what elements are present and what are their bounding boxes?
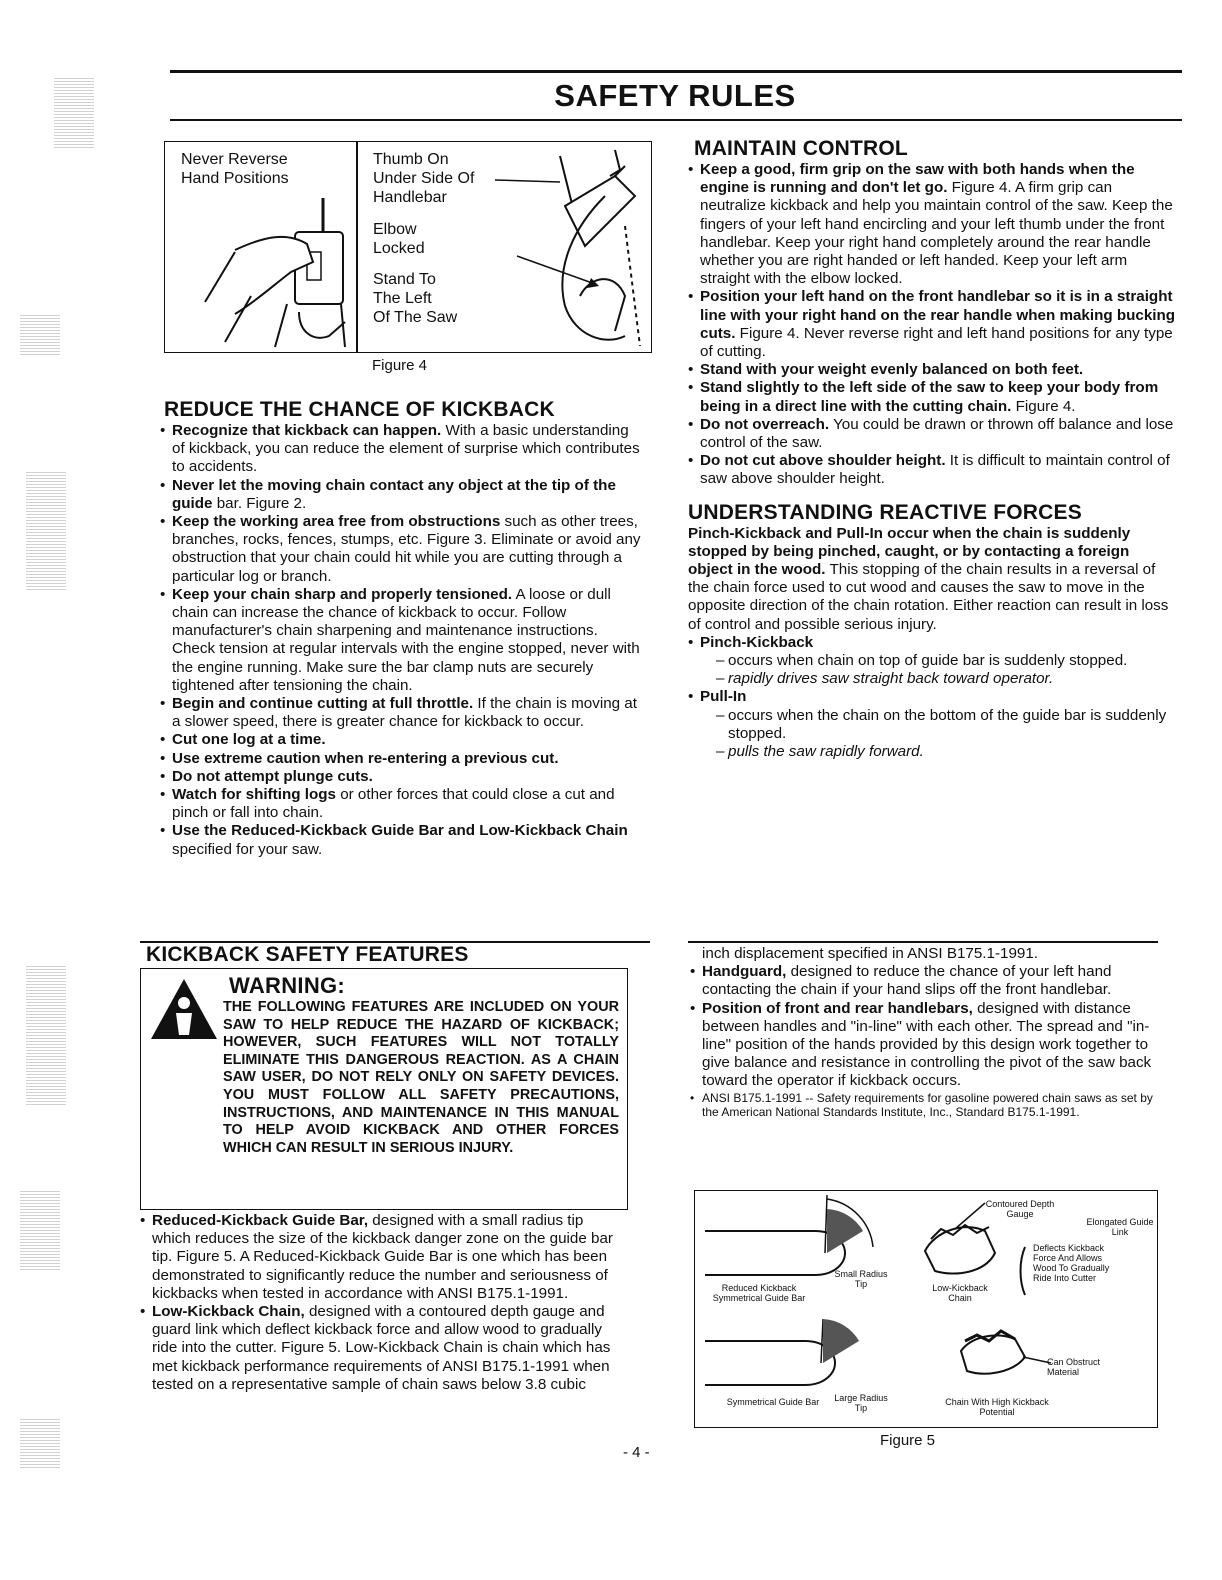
list-item: – pulls the saw rapidly forward. (716, 743, 1176, 761)
list-item: • Begin and continue cutting at full throttle. If the chain is moving at a slower speed, there is greater chance for kickback to occur. (160, 695, 642, 731)
figure4-label-elbow: Elbow Locked (373, 221, 425, 257)
kickback-list-2 (690, 963, 1160, 1118)
figure-5 (694, 1190, 1158, 1428)
reactive-heading: UNDERSTANDING REACTIVE FORCES (688, 500, 1082, 524)
reduce-heading: REDUCE THE CHANCE OF KICKBACK (164, 398, 555, 421)
label-small-tip: Small Radius Tip (834, 1269, 888, 1289)
page-number: - 4 - (623, 1444, 650, 1461)
list-item: – rapidly drives saw straight back toward operator. (716, 670, 1176, 688)
warning-icon (149, 977, 219, 1043)
list-item: • Pull-In – occurs when the chain on the bottom of the guide bar is suddenly stopped. – pulls the saw rapidly forward. (688, 688, 1176, 761)
header-rule (170, 70, 1182, 73)
figure4-divider (356, 142, 358, 352)
label-sym-bar: Symmetrical Guide Bar (726, 1397, 820, 1407)
list-item: • Cut one log at a time. (160, 731, 642, 749)
list-item: • Do not overreach. You could be drawn or thrown off balance and lose control of the saw. (688, 416, 1176, 452)
warning-box (140, 968, 628, 1210)
list-item: • Use extreme caution when re-entering a previous cut. (160, 750, 642, 768)
maintain-list (688, 161, 1176, 489)
kickback-features-left (140, 1212, 626, 1394)
scan-artifact (26, 965, 66, 1105)
operator-illustration (465, 146, 647, 350)
figure4-label-thumb: Thumb On Under Side Of Handlebar (373, 151, 475, 206)
list-item: – occurs when the chain on the bottom of the guide bar is suddenly stopped. (716, 707, 1176, 743)
reactive-list (688, 634, 1176, 761)
scan-artifact (26, 470, 66, 590)
warning-text: THE FOLLOWING FEATURES ARE INCLUDED ON YOUR SAW TO HELP REDUCE THE HAZARD OF KICKBACK; HOWEVER, SUCH FEATURES WILL NOT TOTALLY ELIMINATE THIS DANGEROUS REACTION. AS A CHAIN SAW USER, DO NOT RELY ONLY ON SAFETY DEVICES. YOU MUST FOLLOW ALL SAFETY PRECAUTIONS, INSTRUCTIONS, AND MAINTENANCE IN THIS MANUAL TO HELP AVOID KICKBACK AND OTHER FORCES WHICH CAN RESULT IN SERIOUS INJURY. (223, 999, 619, 1156)
list-item: – occurs when chain on top of guide bar is suddenly stopped. (716, 652, 1176, 670)
list-item: • Reduced-Kickback Guide Bar, designed with a small radius tip which reduces the size of the kickback danger zone on the guide bar tip. Figure 5. A Reduced-Kickback Guide Bar is one which has been demonstrated to significantly reduce the number and seriousness of kickbacks when tested in accordance with ANSI B175.1-1991. (140, 1212, 626, 1303)
hand-grip-illustration (195, 192, 355, 350)
scan-artifact (20, 315, 60, 355)
list-item: • Recognize that kickback can happen. With a basic understanding of kickback, you can reduce the element of surprise which contributes to accidents. (160, 422, 642, 477)
label-low-chain: Low-Kickback Chain (932, 1283, 988, 1303)
title-rule (170, 119, 1182, 121)
figure4-caption: Figure 4 (372, 357, 428, 374)
list-item: • Watch for shifting logs or other forces that could close a cut and pinch or fall into chain. (160, 786, 642, 822)
maintain-control-section (688, 137, 1176, 761)
warning-title: WARNING: (229, 973, 346, 998)
label-contoured: Contoured Depth Gauge (985, 1199, 1055, 1219)
reduce-list (160, 422, 642, 859)
list-item: • Stand slightly to the left side of the saw to keep your body from being in a direct line with the cutting chain. Figure 4. (688, 379, 1176, 415)
list-item: • Position your left hand on the front handlebar so it is in a straight line with your right hand on the rear handle when making bucking cuts. Figure 4. Never reverse right and left hand positions for any type of cutting. (688, 288, 1176, 361)
scan-artifact (20, 1190, 60, 1270)
list-item: • Do not cut above shoulder height. It is difficult to maintain control of saw above shoulder height. (688, 452, 1176, 488)
list-item: • Do not attempt plunge cuts. (160, 768, 642, 786)
scan-artifact (20, 1418, 60, 1468)
figure4-label-left: Never Reverse Hand Positions (181, 151, 289, 187)
list-item: • Stand with your weight evenly balanced on both feet. (688, 361, 1176, 379)
kickback-list (140, 1212, 626, 1394)
list-item: • Keep a good, firm grip on the saw with both hands when the engine is running and don't let go. Figure 4. A firm grip can neutralize kickback and help you maintain control of the saw. Keep the fingers of your left hand encircling and your left thumb under the front handlebar. Keep your right hand completely around the rear handle whether you are right handed or left handed. Keep your left arm straight with the elbow locked. (688, 161, 1176, 288)
label-large-tip: Large Radius Tip (834, 1393, 888, 1413)
maintain-heading: MAINTAIN CONTROL (694, 137, 908, 160)
figure5-caption: Figure 5 (880, 1432, 936, 1449)
reactive-intro: Pinch-Kickback and Pull-In occur when the chain is suddenly stopped by being pinched, caught, or by contacting a foreign object in the wood. This stopping of the chain results in a reversal of the chain force used to cut wood and causes the saw to move in the opposite direction of the chain rotation. Either reaction can result in loss of control and possible serious injury. (688, 524, 1169, 633)
list-item: • Handguard, designed to reduce the chance of your left hand contacting the chain if your hand slips off the front handlebar. (690, 963, 1160, 999)
label-high-chain: Chain With High Kickback Potential (945, 1397, 1049, 1417)
label-elongated: Elongated Guide Link (1086, 1217, 1154, 1237)
section-rule-right (688, 941, 1158, 943)
footnote: • ANSI B175.1-1991 -- Safety requirements for gasoline powered chain saws as set by the American National Standards Institute, Inc., Standard B175.1-1991. (690, 1091, 1160, 1119)
page-title: SAFETY RULES (554, 78, 796, 113)
list-item: • Keep the working area free from obstructions such as other trees, branches, rocks, fences, stumps, etc. Figure 3. Eliminate or avoid any obstruction that your chain could hit while you are cutting through a particular log or branch. (160, 513, 642, 586)
label-obstruct: Can Obstruct Material (1047, 1357, 1101, 1377)
scan-artifact (54, 78, 94, 148)
continued-text: inch displacement specified in ANSI B175.1-1991. (702, 945, 1039, 962)
kickback-features-right (690, 945, 1160, 1119)
list-item: • Never let the moving chain contact any object at the tip of the guide bar. Figure 2. (160, 477, 642, 513)
figure4-label-stand: Stand To The Left Of The Saw (373, 271, 458, 326)
list-item: • Use the Reduced-Kickback Guide Bar and Low-Kickback Chain specified for your saw. (160, 822, 642, 858)
figure-4 (164, 141, 652, 353)
list-item: • Keep your chain sharp and properly tensioned. A loose or dull chain can increase the chance of kickback to occur. Follow manufacturer's chain sharpening and maintenance instructions. Check tension at regular intervals with the engine stopped, never with the engine running. Make sure the bar clamp nuts are securely tightened after tensioning the chain. (160, 586, 642, 695)
kickback-features-heading: KICKBACK SAFETY FEATURES (146, 943, 469, 966)
label-deflects: Deflects Kickback Force And Allows Wood To Gradually Ride Into Cutter (1033, 1243, 1110, 1283)
list-item: • Low-Kickback Chain, designed with a contoured depth gauge and guard link which deflect kickback force and allow wood to gradually ride into the cutter. Figure 5. Low-Kickback Chain is chain which has met kickback performance requirements of ANSI B175.1-1991 when tested on a representative sample of chain saws below 3.8 cubic (140, 1303, 626, 1394)
list-item: • Pinch-Kickback – occurs when chain on top of guide bar is suddenly stopped. – rapidly drives saw straight back toward operator. (688, 634, 1176, 689)
reduce-kickback-section (160, 398, 642, 859)
label-reduced-bar: Reduced Kickback Symmetrical Guide Bar (712, 1283, 806, 1303)
list-item: • Position of front and rear handlebars, designed with distance between handles and "in-line" with each other. The spread and "in-line" position of the hands provided by this design work together to give balance and resistance in controlling the pivot of the saw back toward the operator if kickback occurs. (690, 1000, 1160, 1091)
